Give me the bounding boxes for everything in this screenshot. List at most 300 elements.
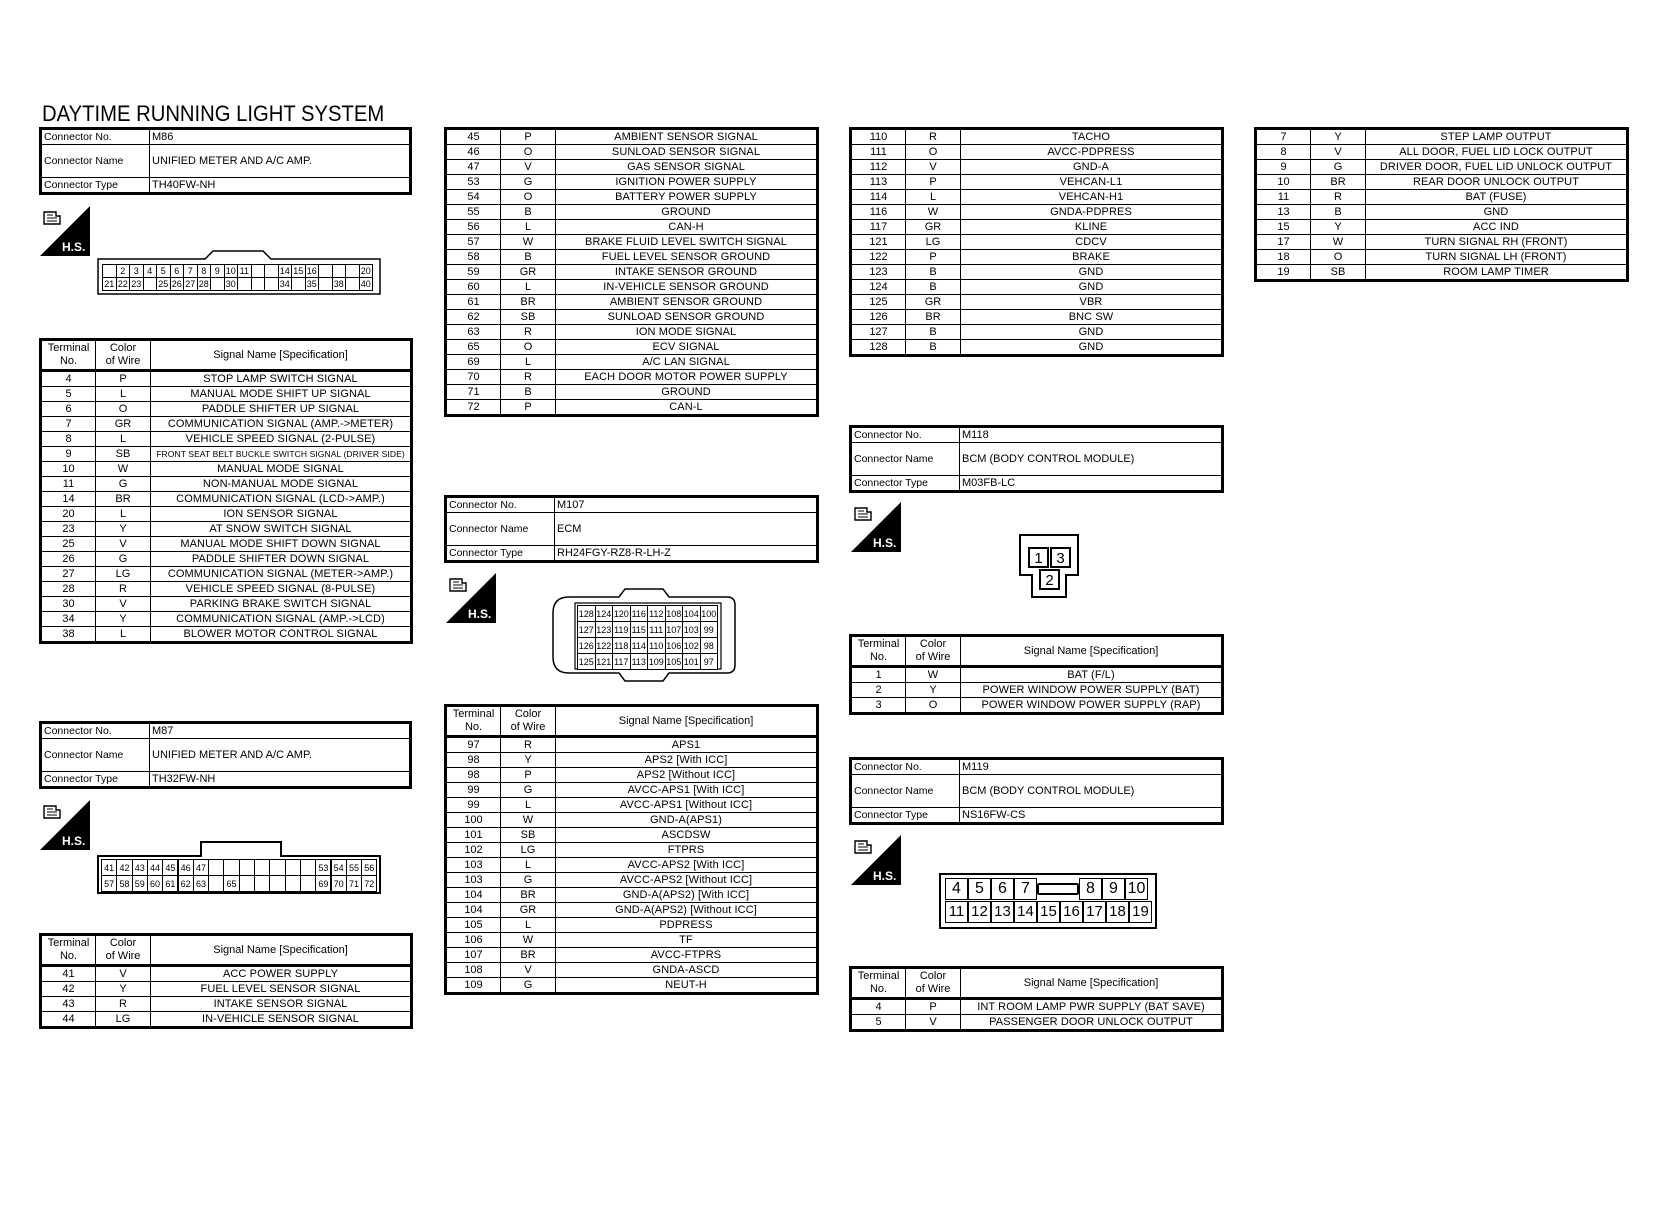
terminal-no: 106 — [446, 933, 501, 948]
terminal-no: 53 — [446, 175, 501, 190]
connector-pin: 25 — [156, 277, 171, 291]
wire-color: Y — [501, 753, 556, 768]
connector-pin: 20 — [359, 264, 374, 278]
terminal-no: 19 — [1256, 265, 1311, 281]
table-row — [446, 145, 818, 160]
connector-pin: 2 — [1039, 569, 1060, 590]
connector-pin: 22 — [116, 277, 131, 291]
signal-name: PDPRESS — [556, 918, 818, 933]
wire-color: V — [96, 966, 151, 982]
signal-name: ACC IND — [1366, 220, 1628, 235]
wire-color: Y — [96, 612, 151, 627]
connector-pin — [269, 859, 285, 876]
wire-color: BR — [906, 310, 961, 325]
table-row — [1256, 250, 1628, 265]
connector-pin: 98 — [700, 637, 719, 654]
connector-pin: 114 — [630, 637, 649, 654]
wire-color: LG — [906, 235, 961, 250]
connector-pin: 123 — [595, 621, 614, 638]
table-row — [446, 265, 818, 280]
harness-side-icon — [851, 835, 901, 885]
harness-side-icon — [851, 502, 901, 552]
terminal-no: 7 — [41, 417, 96, 432]
m119-connector-type: NS16FW-CS — [960, 808, 1223, 824]
table-row — [41, 582, 412, 597]
label-connector-name: Connector Name — [446, 513, 555, 546]
wire-color: Y — [96, 982, 151, 997]
connector-pin: 8 — [1079, 878, 1102, 900]
table-row — [41, 537, 412, 552]
wire-color: LG — [96, 567, 151, 582]
terminal-no: 5 — [41, 387, 96, 402]
connector-pin: 40 — [359, 277, 374, 291]
terminal-no: 56 — [446, 220, 501, 235]
table-row — [41, 432, 412, 447]
terminal-no: 6 — [41, 402, 96, 417]
connector-pin: 62 — [178, 875, 194, 892]
wire-color: Y — [1311, 129, 1366, 145]
table-row — [446, 753, 818, 768]
wire-color: W — [96, 462, 151, 477]
signal-name-header: Signal Name [Specification] — [961, 968, 1223, 999]
signal-name: AVCC-APS1 [With ICC] — [556, 783, 818, 798]
wire-color: W — [501, 235, 556, 250]
table-row — [446, 250, 818, 265]
table-row — [446, 858, 818, 873]
m87-connector-info — [39, 721, 412, 789]
table-row — [851, 190, 1223, 205]
terminal-no: 59 — [446, 265, 501, 280]
m86-signal-table — [39, 338, 413, 644]
m107-signal-table-continued — [849, 127, 1224, 357]
terminal-no: 100 — [446, 813, 501, 828]
connector-pin: 60 — [147, 875, 163, 892]
signal-name: INTAKE SENSOR SIGNAL — [151, 997, 412, 1012]
connector-pin: 65 — [223, 875, 239, 892]
signal-name: POWER WINDOW POWER SUPPLY (RAP) — [961, 698, 1223, 714]
connector-pin: 10 — [224, 264, 239, 278]
signal-name: AMBIENT SENSOR GROUND — [556, 295, 818, 310]
signal-name: PADDLE SHIFTER DOWN SIGNAL — [151, 552, 412, 567]
signal-name: A/C LAN SIGNAL — [556, 355, 818, 370]
table-row — [851, 1015, 1223, 1031]
table-row — [41, 627, 412, 643]
terminal-no: 11 — [1256, 190, 1311, 205]
connector-pin: 116 — [630, 605, 649, 622]
m118-signal-table — [849, 634, 1224, 715]
wire-color: B — [501, 385, 556, 400]
connector-pin — [251, 277, 266, 291]
connector-pin: 117 — [612, 653, 631, 670]
signal-name: GND-A(APS2) [Without ICC] — [556, 903, 818, 918]
terminal-no: 98 — [446, 768, 501, 783]
connector-pin — [332, 264, 347, 278]
connector-pin: 106 — [665, 637, 684, 654]
table-row — [446, 205, 818, 220]
signal-name: GND — [961, 265, 1223, 280]
connector-pin: 56 — [361, 859, 377, 876]
terminal-no: 60 — [446, 280, 501, 295]
table-row — [41, 462, 412, 477]
signal-name: CAN-L — [556, 400, 818, 416]
wire-color: O — [906, 698, 961, 714]
connector-pin: 23 — [129, 277, 144, 291]
connector-pin: 38 — [332, 277, 347, 291]
connector-pin — [318, 277, 333, 291]
table-row — [1256, 160, 1628, 175]
wire-color: G — [96, 552, 151, 567]
table-row — [851, 698, 1223, 714]
connector-pin: 1 — [1028, 547, 1049, 568]
m87-connector-no: M87 — [150, 723, 411, 739]
terminal-no: 55 — [446, 205, 501, 220]
signal-name-header: Signal Name [Specification] — [961, 636, 1223, 667]
signal-name: BNC SW — [961, 310, 1223, 325]
table-row — [446, 190, 818, 205]
terminal-no: 25 — [41, 537, 96, 552]
signal-name: FRONT SEAT BELT BUCKLE SWITCH SIGNAL (DRIVER SIDE) — [151, 447, 412, 462]
signal-name: VEHCAN-L1 — [961, 175, 1223, 190]
table-row — [1256, 205, 1628, 220]
svg-text:H.S.: H.S. — [62, 834, 86, 848]
table-row — [446, 385, 818, 400]
terminal-no: 43 — [41, 997, 96, 1012]
terminal-no: 72 — [446, 400, 501, 416]
signal-name: TURN SIGNAL LH (FRONT) — [1366, 250, 1628, 265]
m118-connector-diagram — [1018, 533, 1080, 601]
connector-pin — [251, 264, 266, 278]
connector-pin — [208, 875, 224, 892]
signal-name: BLOWER MOTOR CONTROL SIGNAL — [151, 627, 412, 643]
connector-pin: 54 — [331, 859, 347, 876]
table-row — [851, 129, 1223, 145]
label-connector-no: Connector No. — [851, 427, 960, 443]
signal-name: GAS SENSOR SIGNAL — [556, 160, 818, 175]
wire-color: L — [501, 220, 556, 235]
terminal-no: 3 — [851, 698, 906, 714]
terminal-no: 104 — [446, 888, 501, 903]
m119-connector-name: BCM (BODY CONTROL MODULE) — [960, 775, 1223, 808]
signal-name: IGNITION POWER SUPPLY — [556, 175, 818, 190]
wire-color: GR — [906, 220, 961, 235]
signal-name: GND-A(APS2) [With ICC] — [556, 888, 818, 903]
m119-connector-no: M119 — [960, 759, 1223, 775]
terminal-no: 62 — [446, 310, 501, 325]
table-row — [41, 597, 412, 612]
table-row — [446, 963, 818, 978]
table-row — [851, 280, 1223, 295]
color-of-wire-header: Color of Wire — [96, 935, 151, 966]
connector-pin: 124 — [595, 605, 614, 622]
connector-pin: 21 — [102, 277, 117, 291]
color-of-wire-header: Color of Wire — [96, 340, 151, 371]
table-row — [851, 999, 1223, 1015]
table-row — [446, 400, 818, 416]
connector-pin: 43 — [132, 859, 148, 876]
signal-name: DRIVER DOOR, FUEL LID UNLOCK OUTPUT — [1366, 160, 1628, 175]
color-of-wire-header: Color of Wire — [906, 636, 961, 667]
wire-color: LG — [96, 1012, 151, 1028]
wire-color: W — [1311, 235, 1366, 250]
table-row — [446, 768, 818, 783]
terminal-no: 123 — [851, 265, 906, 280]
signal-name: COMMUNICATION SIGNAL (AMP.->LCD) — [151, 612, 412, 627]
table-row — [446, 948, 818, 963]
color-of-wire-header: Color of Wire — [906, 968, 961, 999]
wire-color: GR — [501, 265, 556, 280]
connector-pin: 42 — [116, 859, 132, 876]
signal-name: COMMUNICATION SIGNAL (METER->AMP.) — [151, 567, 412, 582]
connector-pin: 111 — [647, 621, 666, 638]
signal-name: IN-VEHICLE SENSOR SIGNAL — [151, 1012, 412, 1028]
terminal-no: 99 — [446, 783, 501, 798]
terminal-no-header: Terminal No. — [851, 636, 906, 667]
connector-pin — [300, 859, 316, 876]
connector-pin: 8 — [197, 264, 212, 278]
connector-pin: 100 — [700, 605, 719, 622]
wire-color: P — [501, 129, 556, 145]
wire-color: V — [96, 597, 151, 612]
signal-name: GND — [961, 340, 1223, 356]
connector-pin: 16 — [305, 264, 320, 278]
connector-pin: 101 — [682, 653, 701, 670]
connector-pin: 71 — [346, 875, 362, 892]
table-row — [446, 933, 818, 948]
signal-name: PASSENGER DOOR UNLOCK OUTPUT — [961, 1015, 1223, 1031]
wire-color: O — [96, 402, 151, 417]
table-row — [41, 552, 412, 567]
terminal-no: 8 — [41, 432, 96, 447]
terminal-no: 124 — [851, 280, 906, 295]
connector-pin: 41 — [101, 859, 117, 876]
wire-color: L — [501, 798, 556, 813]
table-row — [446, 129, 818, 145]
table-row — [1256, 129, 1628, 145]
wire-color: G — [501, 783, 556, 798]
connector-pin: 17 — [1083, 901, 1106, 923]
m107-connector-type: RH24FGY-RZ8-R-LH-Z — [555, 546, 818, 562]
table-row — [851, 145, 1223, 160]
wire-color: P — [96, 371, 151, 387]
terminal-no: 121 — [851, 235, 906, 250]
wire-color: B — [1311, 205, 1366, 220]
connector-pin: 7 — [1014, 878, 1037, 900]
terminal-no: 126 — [851, 310, 906, 325]
label-connector-name: Connector Name — [41, 145, 150, 178]
terminal-no: 38 — [41, 627, 96, 643]
wire-color: GR — [501, 903, 556, 918]
connector-pin: 15 — [291, 264, 306, 278]
label-connector-type: Connector Type — [851, 476, 960, 492]
terminal-no: 108 — [446, 963, 501, 978]
connector-pin: 99 — [700, 621, 719, 638]
connector-pin: 9 — [210, 264, 225, 278]
signal-name: GND — [961, 325, 1223, 340]
table-row — [446, 737, 818, 753]
terminal-no: 34 — [41, 612, 96, 627]
table-row — [446, 978, 818, 994]
connector-pin: 110 — [647, 637, 666, 654]
terminal-no: 11 — [41, 477, 96, 492]
terminal-no: 30 — [41, 597, 96, 612]
terminal-no: 4 — [41, 371, 96, 387]
connector-pin: 57 — [101, 875, 117, 892]
svg-text:H.S.: H.S. — [62, 240, 86, 254]
table-row — [41, 507, 412, 522]
table-row — [851, 175, 1223, 190]
connector-pin: 119 — [612, 621, 631, 638]
connector-pin — [239, 875, 255, 892]
terminal-no: 65 — [446, 340, 501, 355]
signal-name: EACH DOOR MOTOR POWER SUPPLY — [556, 370, 818, 385]
connector-pin: 26 — [170, 277, 185, 291]
table-row — [851, 235, 1223, 250]
connector-pin: 47 — [193, 859, 209, 876]
table-row — [446, 918, 818, 933]
terminal-no: 54 — [446, 190, 501, 205]
terminal-no-header: Terminal No. — [41, 935, 96, 966]
table-row — [851, 295, 1223, 310]
terminal-no-header: Terminal No. — [446, 706, 501, 737]
terminal-no: 98 — [446, 753, 501, 768]
signal-name: POWER WINDOW POWER SUPPLY (BAT) — [961, 683, 1223, 698]
connector-pin: 104 — [682, 605, 701, 622]
wire-color: L — [96, 627, 151, 643]
wire-color: V — [906, 1015, 961, 1031]
m87-signal-table — [39, 933, 413, 1029]
table-row — [1256, 190, 1628, 205]
terminal-no: 5 — [851, 1015, 906, 1031]
wire-color: P — [906, 175, 961, 190]
wire-color: Y — [96, 522, 151, 537]
wire-color: V — [906, 160, 961, 175]
label-connector-name: Connector Name — [41, 739, 150, 772]
connector-pin: 35 — [305, 277, 320, 291]
signal-name: ECV SIGNAL — [556, 340, 818, 355]
label-connector-type: Connector Type — [446, 546, 555, 562]
wire-color: B — [501, 250, 556, 265]
terminal-no: 97 — [446, 737, 501, 753]
table-row — [851, 265, 1223, 280]
connector-pin: 30 — [224, 277, 239, 291]
table-row — [41, 522, 412, 537]
wire-color: G — [1311, 160, 1366, 175]
connector-pin: 105 — [665, 653, 684, 670]
wire-color: O — [501, 340, 556, 355]
table-row — [446, 843, 818, 858]
terminal-no: 9 — [41, 447, 96, 462]
connector-pin: 61 — [162, 875, 178, 892]
table-row — [41, 567, 412, 582]
table-row — [41, 447, 412, 462]
terminal-no: 104 — [446, 903, 501, 918]
table-row — [851, 310, 1223, 325]
signal-name: TF — [556, 933, 818, 948]
wire-color: O — [906, 145, 961, 160]
terminal-no: 42 — [41, 982, 96, 997]
signal-name: INTAKE SENSOR GROUND — [556, 265, 818, 280]
table-row — [446, 355, 818, 370]
wire-color: R — [96, 582, 151, 597]
signal-name: AVCC-APS1 [Without ICC] — [556, 798, 818, 813]
terminal-no: 122 — [851, 250, 906, 265]
connector-pin: 72 — [361, 875, 377, 892]
signal-name: GND — [1366, 205, 1628, 220]
signal-name: CDCV — [961, 235, 1223, 250]
wire-color: SB — [96, 447, 151, 462]
terminal-no: 13 — [1256, 205, 1311, 220]
m118-connector-name: BCM (BODY CONTROL MODULE) — [960, 443, 1223, 476]
table-row — [41, 982, 412, 997]
connector-pin — [285, 859, 301, 876]
m87-connector-diagram — [97, 836, 381, 894]
connector-pin: 10 — [1125, 878, 1148, 900]
terminal-no: 20 — [41, 507, 96, 522]
terminal-no: 103 — [446, 858, 501, 873]
connector-pin — [210, 277, 225, 291]
wire-color: G — [501, 175, 556, 190]
wire-color: Y — [906, 683, 961, 698]
wire-color: O — [1311, 250, 1366, 265]
signal-name: GND-A(APS1) — [556, 813, 818, 828]
harness-side-icon — [446, 573, 496, 623]
label-connector-no: Connector No. — [41, 129, 150, 145]
signal-name: REAR DOOR UNLOCK OUTPUT — [1366, 175, 1628, 190]
connector-pin — [143, 277, 158, 291]
connector-pin — [264, 277, 279, 291]
terminal-no: 10 — [1256, 175, 1311, 190]
connector-pin — [208, 859, 224, 876]
connector-pin — [1037, 883, 1079, 895]
connector-pin: 3 — [1050, 547, 1071, 568]
connector-pin: 15 — [1037, 901, 1060, 923]
signal-name: COMMUNICATION SIGNAL (AMP.->METER) — [151, 417, 412, 432]
signal-name: GND — [961, 280, 1223, 295]
table-row — [446, 325, 818, 340]
signal-name: BAT (FUSE) — [1366, 190, 1628, 205]
wire-color: L — [96, 432, 151, 447]
m86-connector-no: M86 — [150, 129, 411, 145]
connector-pin: 126 — [577, 637, 596, 654]
connector-pin: 46 — [178, 859, 194, 876]
signal-name: STEP LAMP OUTPUT — [1366, 129, 1628, 145]
table-row — [1256, 220, 1628, 235]
wire-color: R — [501, 370, 556, 385]
signal-name: GNDA-PDPRES — [961, 205, 1223, 220]
connector-pin — [264, 264, 279, 278]
wire-color: LG — [501, 843, 556, 858]
table-row — [446, 235, 818, 250]
terminal-no: 9 — [1256, 160, 1311, 175]
wire-color: P — [501, 400, 556, 416]
wire-color: B — [501, 205, 556, 220]
page-title: DAYTIME RUNNING LIGHT SYSTEM — [42, 101, 385, 126]
terminal-no: 114 — [851, 190, 906, 205]
m86-connector-diagram — [97, 247, 381, 295]
table-row — [446, 873, 818, 888]
m86-connector-info — [39, 127, 412, 195]
table-row — [1256, 175, 1628, 190]
m87-connector-type: TH32FW-NH — [150, 772, 411, 788]
terminal-no: 2 — [851, 683, 906, 698]
connector-pin: 59 — [132, 875, 148, 892]
m87-connector-name: UNIFIED METER AND A/C AMP. — [150, 739, 411, 772]
connector-pin: 113 — [630, 653, 649, 670]
connector-pin: 4 — [143, 264, 158, 278]
wire-color: R — [906, 129, 961, 145]
signal-name: BAT (F/L) — [961, 667, 1223, 683]
table-row — [851, 667, 1223, 683]
